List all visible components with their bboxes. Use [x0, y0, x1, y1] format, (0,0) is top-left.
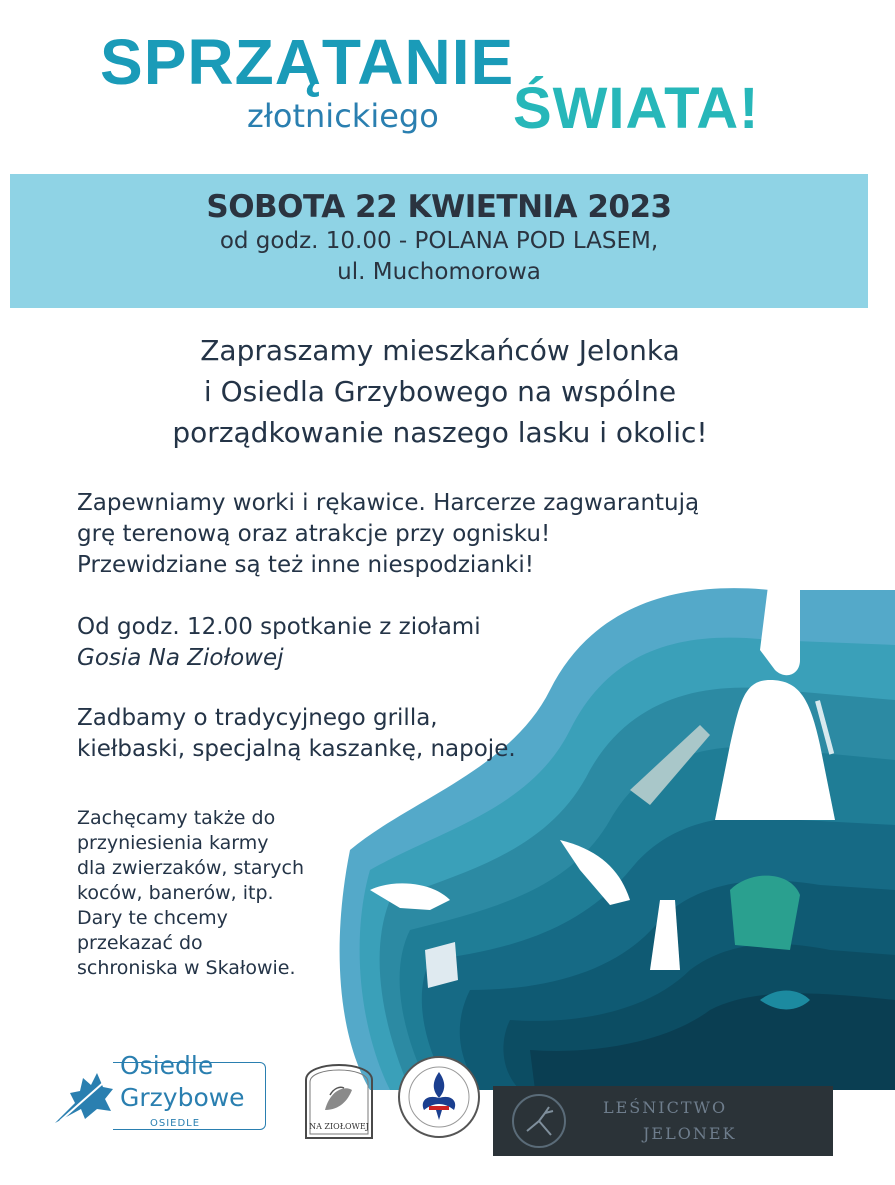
event-date: SOBOTA 22 KWIETNIA 2023 — [206, 189, 672, 225]
na-ziolowej-logo — [300, 1050, 378, 1142]
text-line: dla zwierzaków, starych — [77, 857, 305, 879]
title-sprzatanie: SPRZĄTANIE — [100, 26, 515, 98]
lesnictwo-line1: LEŚNICTWO — [603, 1098, 728, 1117]
text-line: schroniska w Skałowie. — [77, 957, 296, 979]
text-line: Od godz. 12.00 spotkanie z ziołami — [77, 614, 481, 640]
text-line: przyniesienia karmy — [77, 832, 269, 854]
lesnictwo-line2: JELONEK — [643, 1124, 737, 1143]
invite-line: porządkowanie naszego lasku i okolic! — [172, 416, 708, 449]
invite-line: i Osiedla Grzybowego na wspólne — [203, 375, 677, 408]
event-time-place: od godz. 10.00 - POLANA POD LASEM, — [219, 228, 659, 254]
paragraph-herbs — [77, 612, 481, 674]
text-line: Przewidziane są też inne niespodzianki! — [77, 552, 534, 578]
text-line: Zapewniamy worki i rękawice. Harcerze zagwarantują — [77, 490, 700, 516]
invite-line: Zapraszamy mieszkańców Jelonka — [200, 334, 680, 367]
text-line: kiełbaski, specjalną kaszankę, napoje. — [77, 736, 516, 762]
text-line: Dary te chcemy — [77, 907, 228, 929]
lesnictwo-logo — [493, 1086, 833, 1156]
paragraph-supplies — [77, 488, 699, 581]
logo-name-line2: Grzybowe — [120, 1083, 245, 1112]
deer-icon — [509, 1091, 569, 1151]
text-line: Zachęcamy także do — [77, 807, 276, 829]
scout-lily-icon — [396, 1054, 482, 1140]
title-swiata: ŚWIATA! — [513, 76, 760, 141]
text-line: Zadbamy o tradycyjnego grilla, — [77, 705, 438, 731]
osiedle-grzybowe-logo — [45, 1048, 275, 1138]
paragraph-grill — [77, 703, 516, 765]
event-street: ul. Muchomorowa — [337, 259, 541, 285]
text-line: Gosia Na Ziołowej — [77, 645, 284, 671]
text-line: koców, banerów, itp. — [77, 882, 274, 904]
text-line: grę terenową oraz atrakcje przy ognisku! — [77, 521, 551, 547]
title-subtitle: złotnickiego — [247, 97, 439, 135]
paragraph-donations — [77, 806, 347, 981]
logo-small-text: OSIEDLE — [150, 1118, 201, 1129]
oak-leaf-icon — [45, 1053, 120, 1138]
event-banner — [10, 174, 868, 308]
ziolowa-label: NA ZIOŁOWEJ — [309, 1122, 369, 1131]
invitation-text — [80, 330, 800, 453]
logo-name-line1: Osiedle — [120, 1051, 214, 1080]
text-line: przekazać do — [77, 932, 203, 954]
scout-logo — [396, 1054, 482, 1140]
